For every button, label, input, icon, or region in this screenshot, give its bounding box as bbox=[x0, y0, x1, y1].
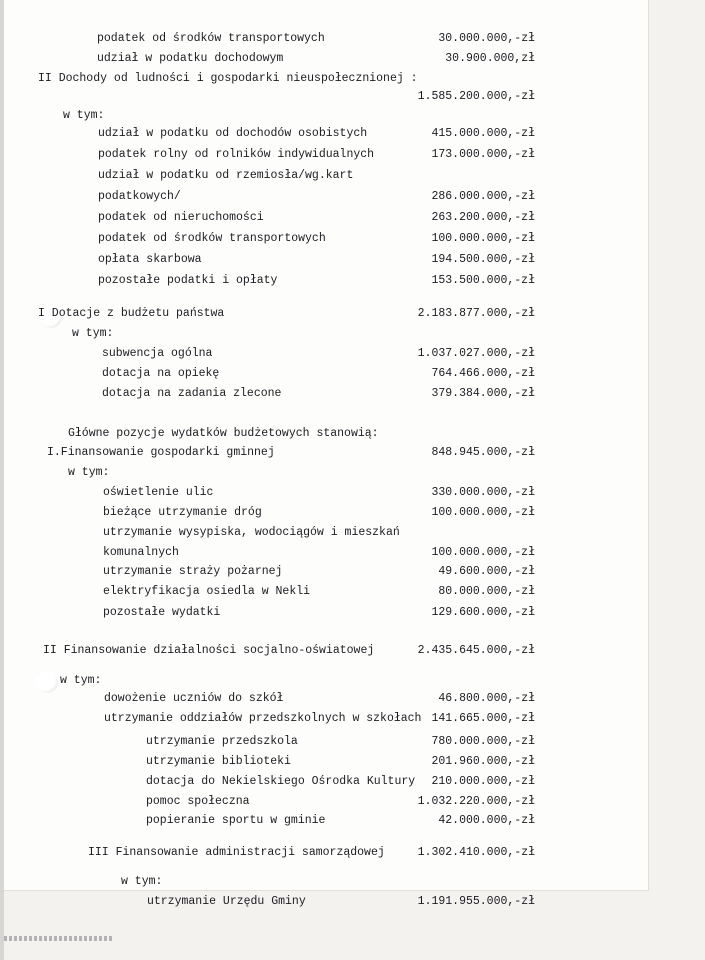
row-amount: 173.000.000,-zł bbox=[431, 148, 535, 161]
row-amount: 1.585.200.000,-zł bbox=[417, 90, 535, 103]
row-amount: 80.000.000,-zł bbox=[438, 585, 535, 598]
row-amount: 30.000.000,-zł bbox=[438, 32, 535, 45]
row-amount: 30.900.000,zł bbox=[445, 52, 535, 65]
row-amount: 1.032.220.000,-zł bbox=[417, 795, 535, 808]
budget-row bbox=[0, 425, 705, 443]
row-label: II Finansowanie działalności socjalno-oświatowej bbox=[43, 644, 375, 657]
budget-row bbox=[0, 251, 705, 269]
row-label: udział w podatku dochodowym bbox=[97, 52, 284, 65]
budget-row bbox=[0, 325, 705, 343]
row-amount: 153.500.000,-zł bbox=[431, 274, 535, 287]
budget-row bbox=[0, 167, 705, 185]
budget-row bbox=[0, 30, 705, 48]
budget-row bbox=[0, 345, 705, 363]
row-label: popieranie sportu w gminie bbox=[146, 814, 326, 827]
row-label: podatek od środków transportowych bbox=[97, 32, 325, 45]
budget-row bbox=[0, 733, 705, 751]
row-label: utrzymanie przedszkola bbox=[146, 735, 298, 748]
row-label: Główne pozycje wydatków budżetowych stanowią: bbox=[68, 427, 379, 440]
budget-row bbox=[0, 272, 705, 290]
budget-row bbox=[0, 146, 705, 164]
budget-row bbox=[0, 365, 705, 383]
row-label: subwencja ogólna bbox=[102, 347, 213, 360]
budget-row bbox=[0, 464, 705, 482]
row-label: III Finansowanie administracji samorządowej bbox=[88, 846, 385, 859]
row-label: podatek od nieruchomości bbox=[98, 211, 264, 224]
budget-row bbox=[0, 385, 705, 403]
budget-row bbox=[0, 583, 705, 601]
row-amount: 2.183.877.000,-zł bbox=[417, 307, 535, 320]
budget-row bbox=[0, 793, 705, 811]
row-label: w tym: bbox=[68, 466, 110, 479]
budget-row bbox=[0, 690, 705, 708]
row-amount: 100.000.000,-zł bbox=[431, 232, 535, 245]
row-amount: 201.960.000,-zł bbox=[431, 755, 535, 768]
row-label: komunalnych bbox=[103, 546, 179, 559]
budget-row bbox=[0, 893, 705, 911]
row-label: bieżące utrzymanie dróg bbox=[103, 506, 262, 519]
budget-row bbox=[0, 563, 705, 581]
row-amount: 263.200.000,-zł bbox=[431, 211, 535, 224]
row-label: podatek rolny od rolników indywidualnych bbox=[98, 148, 375, 161]
row-label: utrzymanie wysypiska, wodociągów i mieszkań bbox=[103, 526, 400, 539]
row-amount: 1.302.410.000,-zł bbox=[417, 846, 535, 859]
budget-row bbox=[0, 107, 705, 125]
budget-row bbox=[0, 544, 705, 562]
budget-row bbox=[0, 604, 705, 622]
row-label: podatek od środków transportowych bbox=[98, 232, 326, 245]
budget-row bbox=[0, 642, 705, 660]
row-label: II Dochody od ludności i gospodarki nieuspołecznionej : bbox=[38, 72, 418, 85]
row-amount: 2.435.645.000,-zł bbox=[417, 644, 535, 657]
row-label: w tym: bbox=[72, 327, 114, 340]
row-label: dotacja do Nekielskiego Ośrodka Kultury bbox=[146, 775, 416, 788]
row-amount: 49.600.000,-zł bbox=[438, 565, 535, 578]
budget-row bbox=[0, 305, 705, 323]
row-amount: 194.500.000,-zł bbox=[431, 253, 535, 266]
row-amount: 1.037.027.000,-zł bbox=[417, 347, 535, 360]
row-label: I Dotacje z budżetu państwa bbox=[38, 307, 225, 320]
budget-row bbox=[0, 844, 705, 862]
row-label: opłata skarbowa bbox=[98, 253, 202, 266]
row-label: utrzymanie straży pożarnej bbox=[103, 565, 283, 578]
row-label: pomoc społeczna bbox=[146, 795, 250, 808]
row-amount: 100.000.000,-zł bbox=[431, 546, 535, 559]
row-label: elektryfikacja osiedla w Nekli bbox=[103, 585, 311, 598]
row-label: udział w podatku od dochodów osobistych bbox=[98, 127, 368, 140]
budget-row bbox=[0, 812, 705, 830]
row-label: oświetlenie ulic bbox=[103, 486, 214, 499]
budget-row bbox=[0, 484, 705, 502]
row-amount: 848.945.000,-zł bbox=[431, 446, 535, 459]
budget-row bbox=[0, 710, 705, 728]
row-label: pozostałe wydatki bbox=[103, 606, 221, 619]
row-amount: 141.665.000,-zł bbox=[431, 712, 535, 725]
row-amount: 129.600.000,-zł bbox=[431, 606, 535, 619]
row-label: udział w podatku od rzemiosła/wg.kart bbox=[98, 169, 354, 182]
budget-row bbox=[0, 125, 705, 143]
row-amount: 415.000.000,-zł bbox=[431, 127, 535, 140]
row-amount: 780.000.000,-zł bbox=[431, 735, 535, 748]
row-label: w tym: bbox=[60, 674, 102, 687]
budget-row bbox=[0, 773, 705, 791]
budget-row bbox=[0, 230, 705, 248]
budget-row bbox=[0, 209, 705, 227]
row-label: dotacja na zadania zlecone bbox=[102, 387, 282, 400]
row-label: I.Finansowanie gospodarki gminnej bbox=[47, 446, 275, 459]
footer-smudge bbox=[4, 936, 114, 941]
budget-row bbox=[0, 524, 705, 542]
row-label: w tym: bbox=[121, 875, 163, 888]
row-label: dowożenie uczniów do szkół bbox=[104, 692, 284, 705]
budget-row bbox=[0, 873, 705, 891]
row-label: w tym: bbox=[63, 109, 105, 122]
budget-row bbox=[0, 188, 705, 206]
budget-row bbox=[0, 444, 705, 462]
row-amount: 42.000.000,-zł bbox=[438, 814, 535, 827]
row-label: podatkowych/ bbox=[98, 190, 181, 203]
row-amount: 1.191.955.000,-zł bbox=[417, 895, 535, 908]
row-amount: 379.384.000,-zł bbox=[431, 387, 535, 400]
row-amount: 764.466.000,-zł bbox=[431, 367, 535, 380]
row-amount: 330.000.000,-zł bbox=[431, 486, 535, 499]
row-amount: 100.000.000,-zł bbox=[431, 506, 535, 519]
budget-row bbox=[0, 504, 705, 522]
budget-row bbox=[0, 50, 705, 68]
budget-row bbox=[0, 672, 705, 690]
budget-row bbox=[0, 70, 705, 103]
row-label: utrzymanie biblioteki bbox=[146, 755, 291, 768]
row-amount: 286.000.000,-zł bbox=[431, 190, 535, 203]
row-label: utrzymanie Urzędu Gminy bbox=[147, 895, 306, 908]
row-amount: 210.000.000,-zł bbox=[431, 775, 535, 788]
row-label: dotacja na opiekę bbox=[102, 367, 220, 380]
row-label: utrzymanie oddziałów przedszkolnych w szkołach bbox=[104, 712, 422, 725]
row-label: pozostałe podatki i opłaty bbox=[98, 274, 278, 287]
budget-row bbox=[0, 753, 705, 771]
row-amount: 46.800.000,-zł bbox=[438, 692, 535, 705]
